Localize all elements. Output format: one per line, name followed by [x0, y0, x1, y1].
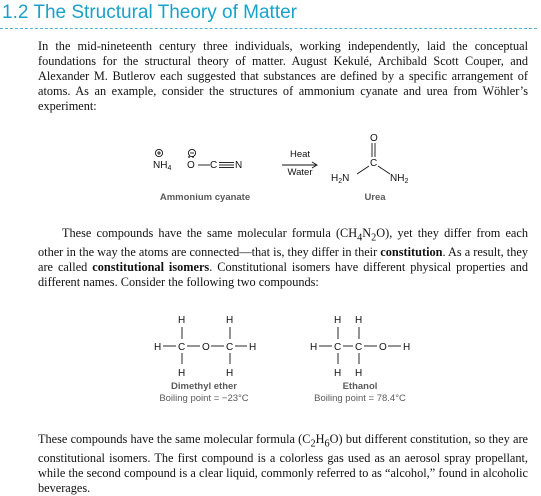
svg-text:H: H: [249, 342, 257, 353]
dimethyl-ether-structure: [154, 315, 256, 379]
svg-text:C: C: [355, 342, 363, 353]
svg-text:O: O: [187, 160, 195, 171]
svg-text:H: H: [355, 368, 363, 379]
svg-text:H: H: [334, 368, 342, 379]
ammonium-cyanate-caption: Ammonium cyanate: [159, 192, 251, 203]
svg-text:H: H: [310, 342, 318, 353]
svg-text:H: H: [154, 342, 162, 353]
ethanol-name: Ethanol: [342, 381, 378, 392]
svg-text:NH4: $NH_4$: [153, 160, 172, 172]
svg-text:C: C: [370, 158, 378, 169]
svg-text:O: O: [202, 342, 210, 353]
dimethyl-ether-name: Dimethyl ether: [171, 381, 237, 392]
svg-text:H: H: [226, 368, 234, 379]
svg-text:H: H: [178, 315, 186, 326]
urea-structure: [331, 133, 408, 185]
ammonium-cyanate-structure: [153, 149, 242, 172]
ethanol-boiling-point: Boiling point = 78.4°C: [314, 393, 406, 404]
svg-text:NH2: $NH_2$: [390, 173, 409, 185]
svg-text:O: O: [379, 342, 387, 353]
svg-text:C: C: [178, 342, 186, 353]
svg-text:C: C: [334, 342, 342, 353]
svg-text:H2N: $H_2N$: [331, 173, 350, 185]
svg-text:H: H: [334, 315, 342, 326]
svg-text:H: H: [226, 315, 234, 326]
svg-text:N: N: [235, 160, 243, 171]
term-constitution: constitution: [380, 245, 443, 260]
ethanol-structure: [310, 315, 410, 379]
svg-text:H: H: [178, 368, 186, 379]
svg-text:H: H: [355, 315, 363, 326]
svg-text:O: O: [370, 133, 378, 144]
term-constitutional-isomers: constitutional isomers: [92, 260, 210, 275]
section-number: 1.2: [2, 2, 29, 23]
intro-paragraph: In the mid-nineteenth century three individuals, working independently, laid the conceptual foundations for the structural theory of matter. August Kekulé, Archibald Scott Couper, and Alexander M. Butlerov each suggested that substances are defined by a specific arrangement of atoms. As an example, consider the structures of ammonium cyanate and urea from Wöhler’s experiment:: [38, 39, 528, 113]
svg-text:H: H: [403, 342, 411, 353]
svg-text:C: C: [210, 160, 218, 171]
reaction-condition-heat: Heat: [289, 149, 311, 160]
molecular-formula-paragraph: These compounds have the same molecular formula $(C_2H_6O)$ but different constitution, so they are constitutional isomers. The first compound is a colorless gas used as an aerosol spray propellant, while the second compound is a clear liquid, commonly referred to as “alcohol,” found in alcoholic beverages.: [38, 432, 528, 496]
reaction-condition-water: Water: [287, 167, 313, 178]
dimethyl-ether-boiling-point: Boiling point = −23°C: [159, 393, 249, 404]
urea-caption: Urea: [364, 192, 386, 203]
section-title: The Structural Theory of Matter: [33, 2, 298, 23]
constitution-paragraph: These compounds have the same molecular formula $(CH_4N_2O)$, yet they differ from each other in the way the atoms are connected—that is, they differ in their constitution. As a result, they are called constitutional isomers. Constitutional isomers have different physical properties and different names. Consider the following two compounds:: [38, 226, 529, 290]
svg-text:C: C: [226, 342, 234, 353]
